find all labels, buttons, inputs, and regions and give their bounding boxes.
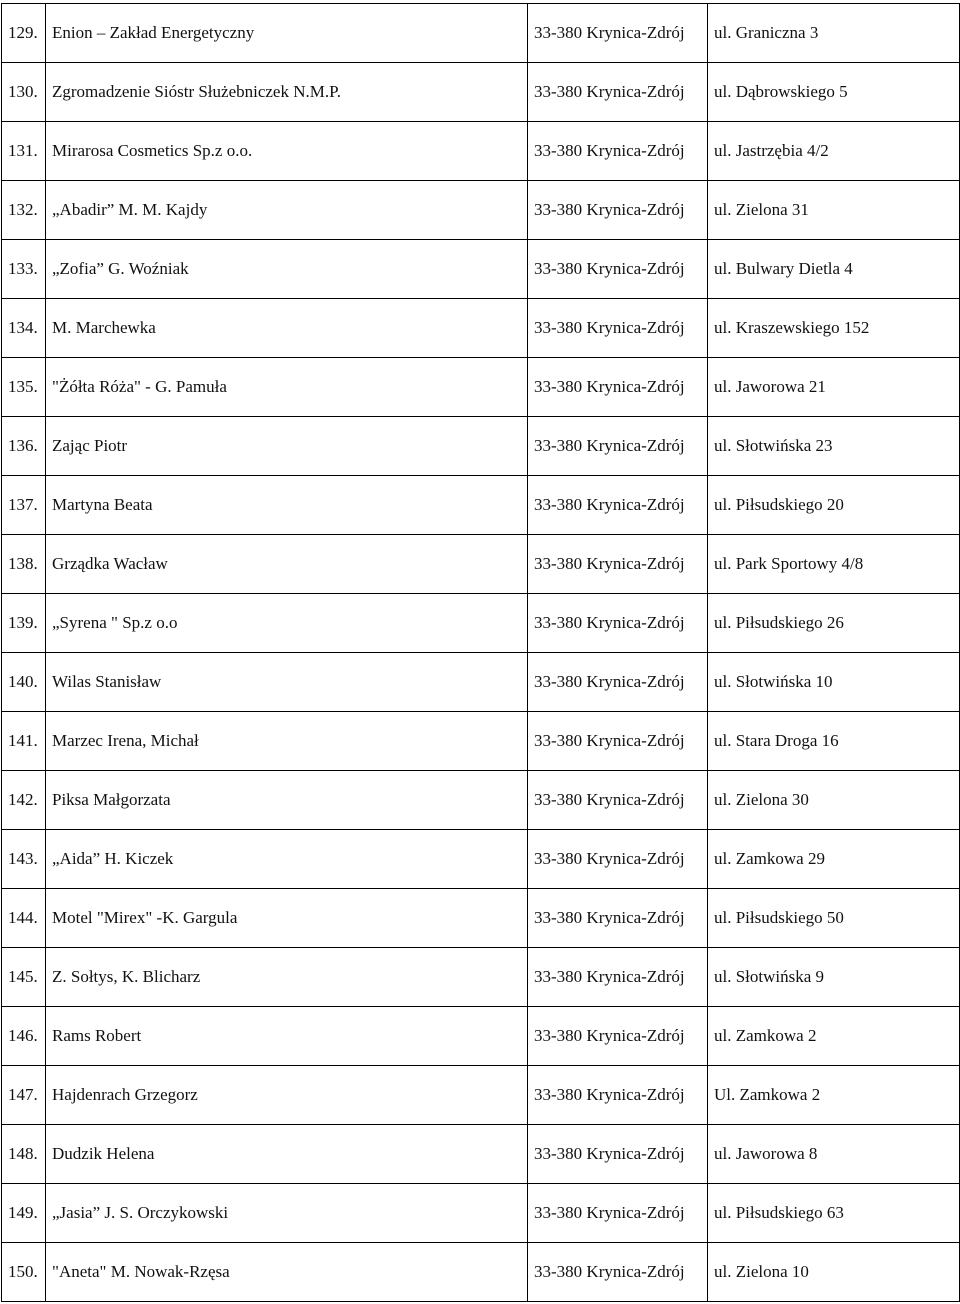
row-number: 142. [2, 771, 46, 830]
entity-name: Piksa Małgorzata [46, 771, 528, 830]
row-number: 144. [2, 889, 46, 948]
street-address: ul. Piłsudskiego 63 [708, 1184, 960, 1243]
entity-name: Z. Sołtys, K. Blicharz [46, 948, 528, 1007]
entity-name: Dudzik Helena [46, 1125, 528, 1184]
row-number: 139. [2, 594, 46, 653]
table-row [2, 1066, 960, 1125]
entity-name: "Aneta" M. Nowak-Rzęsa [46, 1243, 528, 1302]
postal-city: 33-380 Krynica-Zdrój [528, 1184, 708, 1243]
entity-name: „Zofia” G. Woźniak [46, 240, 528, 299]
street-address: ul. Zamkowa 2 [708, 1007, 960, 1066]
entity-name: Hajdenrach Grzegorz [46, 1066, 528, 1125]
row-number: 140. [2, 653, 46, 712]
entities-table [1, 3, 960, 1302]
entity-name: Grządka Wacław [46, 535, 528, 594]
table-row [2, 948, 960, 1007]
table-row [2, 181, 960, 240]
street-address: ul. Zamkowa 29 [708, 830, 960, 889]
table-row [2, 1184, 960, 1243]
postal-city: 33-380 Krynica-Zdrój [528, 63, 708, 122]
row-number: 135. [2, 358, 46, 417]
row-number: 129. [2, 4, 46, 63]
row-number: 148. [2, 1125, 46, 1184]
entity-name: „Jasia” J. S. Orczykowski [46, 1184, 528, 1243]
row-number: 136. [2, 417, 46, 476]
row-number: 131. [2, 122, 46, 181]
entity-name: Mirarosa Cosmetics Sp.z o.o. [46, 122, 528, 181]
postal-city: 33-380 Krynica-Zdrój [528, 1066, 708, 1125]
row-number: 138. [2, 535, 46, 594]
postal-city: 33-380 Krynica-Zdrój [528, 1243, 708, 1302]
street-address: ul. Słotwińska 9 [708, 948, 960, 1007]
entity-name: Wilas Stanisław [46, 653, 528, 712]
entity-name: Rams Robert [46, 1007, 528, 1066]
table-row [2, 299, 960, 358]
street-address: ul. Graniczna 3 [708, 4, 960, 63]
street-address: Ul. Zamkowa 2 [708, 1066, 960, 1125]
table-row [2, 240, 960, 299]
entity-name: Marzec Irena, Michał [46, 712, 528, 771]
street-address: ul. Stara Droga 16 [708, 712, 960, 771]
entity-name: M. Marchewka [46, 299, 528, 358]
postal-city: 33-380 Krynica-Zdrój [528, 889, 708, 948]
row-number: 145. [2, 948, 46, 1007]
postal-city: 33-380 Krynica-Zdrój [528, 830, 708, 889]
entity-name: Zgromadzenie Sióstr Służebniczek N.M.P. [46, 63, 528, 122]
row-number: 133. [2, 240, 46, 299]
entity-name: „Abadir” M. M. Kajdy [46, 181, 528, 240]
street-address: ul. Park Sportowy 4/8 [708, 535, 960, 594]
street-address: ul. Jaworowa 8 [708, 1125, 960, 1184]
table-row [2, 358, 960, 417]
row-number: 141. [2, 712, 46, 771]
table-body [2, 4, 960, 1302]
postal-city: 33-380 Krynica-Zdrój [528, 240, 708, 299]
entity-name: "Żółta Róża" - G. Pamuła [46, 358, 528, 417]
table-row [2, 122, 960, 181]
row-number: 132. [2, 181, 46, 240]
street-address: ul. Piłsudskiego 26 [708, 594, 960, 653]
postal-city: 33-380 Krynica-Zdrój [528, 594, 708, 653]
table-row [2, 653, 960, 712]
postal-city: 33-380 Krynica-Zdrój [528, 653, 708, 712]
table-row [2, 712, 960, 771]
postal-city: 33-380 Krynica-Zdrój [528, 417, 708, 476]
table-row [2, 830, 960, 889]
postal-city: 33-380 Krynica-Zdrój [528, 1125, 708, 1184]
postal-city: 33-380 Krynica-Zdrój [528, 476, 708, 535]
table-row [2, 1007, 960, 1066]
row-number: 149. [2, 1184, 46, 1243]
row-number: 143. [2, 830, 46, 889]
street-address: ul. Piłsudskiego 20 [708, 476, 960, 535]
row-number: 146. [2, 1007, 46, 1066]
street-address: ul. Jastrzębia 4/2 [708, 122, 960, 181]
street-address: ul. Jaworowa 21 [708, 358, 960, 417]
table-row [2, 417, 960, 476]
postal-city: 33-380 Krynica-Zdrój [528, 358, 708, 417]
row-number: 150. [2, 1243, 46, 1302]
table-row [2, 594, 960, 653]
street-address: ul. Kraszewskiego 152 [708, 299, 960, 358]
postal-city: 33-380 Krynica-Zdrój [528, 948, 708, 1007]
entity-name: Motel "Mirex" -K. Gargula [46, 889, 528, 948]
row-number: 130. [2, 63, 46, 122]
row-number: 147. [2, 1066, 46, 1125]
postal-city: 33-380 Krynica-Zdrój [528, 4, 708, 63]
table-row [2, 1125, 960, 1184]
street-address: ul. Zielona 10 [708, 1243, 960, 1302]
table-row [2, 4, 960, 63]
entity-name: Zając Piotr [46, 417, 528, 476]
postal-city: 33-380 Krynica-Zdrój [528, 181, 708, 240]
table-row [2, 889, 960, 948]
postal-city: 33-380 Krynica-Zdrój [528, 299, 708, 358]
table-row [2, 476, 960, 535]
street-address: ul. Słotwińska 10 [708, 653, 960, 712]
street-address: ul. Dąbrowskiego 5 [708, 63, 960, 122]
postal-city: 33-380 Krynica-Zdrój [528, 712, 708, 771]
table-row [2, 771, 960, 830]
street-address: ul. Słotwińska 23 [708, 417, 960, 476]
row-number: 134. [2, 299, 46, 358]
postal-city: 33-380 Krynica-Zdrój [528, 535, 708, 594]
entity-name: „Aida” H. Kiczek [46, 830, 528, 889]
table-row [2, 63, 960, 122]
postal-city: 33-380 Krynica-Zdrój [528, 122, 708, 181]
postal-city: 33-380 Krynica-Zdrój [528, 771, 708, 830]
table-row [2, 535, 960, 594]
street-address: ul. Zielona 30 [708, 771, 960, 830]
street-address: ul. Zielona 31 [708, 181, 960, 240]
postal-city: 33-380 Krynica-Zdrój [528, 1007, 708, 1066]
entity-name: „Syrena " Sp.z o.o [46, 594, 528, 653]
entity-name: Enion – Zakład Energetyczny [46, 4, 528, 63]
entity-name: Martyna Beata [46, 476, 528, 535]
street-address: ul. Bulwary Dietla 4 [708, 240, 960, 299]
table-row [2, 1243, 960, 1302]
street-address: ul. Piłsudskiego 50 [708, 889, 960, 948]
row-number: 137. [2, 476, 46, 535]
